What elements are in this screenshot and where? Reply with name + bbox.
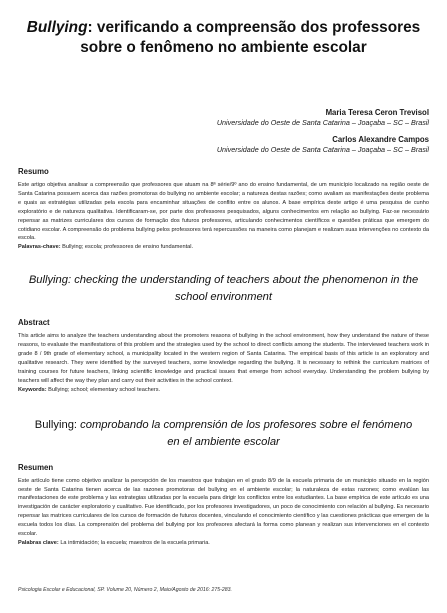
authors-block [18, 108, 429, 155]
author-name: Maria Teresa Ceron Trevisol [325, 108, 429, 117]
resumo-keywords-values: Bullying; escola; professores de ensino fundamental. [62, 244, 194, 251]
resumen-keywords-values: La intimidación; la escuela; maestros de la escuela primaria. [60, 539, 210, 546]
title-english: Bullying: checking the understanding of teachers about the phenomenon in the school environment [28, 274, 419, 304]
title-portuguese [18, 18, 429, 58]
resumo-heading: Resumo [18, 167, 49, 176]
journal-footer: Psicologia Escolar e Educacional, SP. Volume 20, Número 2, Maio/Agosto de 2016: 275-283. [18, 587, 232, 593]
abstract-text: This article aims to analyze the teachers understanding about the promoters reasons of bullying in the school environment, how they understand the nature of these reasons, to evaluate the manifestations of this problem and the strategies used by the school to direct conflicts among the students. The interviewed teachers work in grade 8 / 9th grade of elementary school, a municipality located in the western region of Santa Catarina. The empirical basis of this article is an exploratory and qualitative research. They were identified by the surveyed teachers, some knowledge regarding the bullying. It is necessary to rethink the curriculum matrices of training courses for future teachers, linking scientific knowledge and practical issues that emerge from school everyday. Understanding the problem bullying by teachers will affect the way they plan and carry out their activities in the school context. [18, 333, 429, 384]
abstract-keywords-values: Bullying; school; elementary school teachers. [48, 386, 161, 393]
author-1 [18, 108, 429, 128]
resumo-keywords [18, 243, 429, 252]
author-affiliation: Universidade do Oeste de Santa Catarina – Joaçaba – SC – Brasil [216, 145, 429, 154]
article-first-page [18, 10, 429, 548]
resumen-keywords-label: Palabras clave: [18, 539, 59, 546]
title-es-italic-line2: en el ambiente escolar [167, 435, 280, 448]
title-es-italic-line1: comprobando la comprensión de los profesores sobre el fenómeno [80, 418, 413, 431]
abstract-heading: Abstract [18, 318, 50, 328]
abstract-keywords-label: Keywords: [18, 386, 47, 393]
abstract-keywords [18, 386, 429, 395]
author-2 [18, 135, 429, 155]
title-pt-line1-rest: : verificando a compreensão dos professores [87, 19, 421, 36]
title-es-normal: Bullying: [34, 418, 81, 431]
title-pt-italic-word: Bullying [26, 19, 88, 36]
title-spanish [18, 417, 429, 451]
resumo-keywords-label: Palavras-chave: [18, 244, 61, 251]
author-name: Carlos Alexandre Campos [332, 135, 429, 144]
resumen-keywords [18, 539, 429, 548]
title-pt-line2: sobre o fenômeno no ambiente escolar [80, 39, 367, 56]
author-affiliation: Universidade do Oeste de Santa Catarina – Joaçaba – SC – Brasil [216, 118, 429, 127]
resumen-text: Este artículo tiene como objetivo analizar la percepción de los maestros que trabajan en el grado 8/9 de la escuela primaria de un municipio situado en la región oeste de Santa Catarina tienen acerca de las razones promotoras del bullying en el ambiente escolar; la naturaleza de estas razones; como evalúan las manifestaciones de este problema y las estrategias utilizadas por la escuela para dirigir los conflictos entre los estudiantes. La base empírica de este artículo es una investigación de carácter exploratorio y cualitativo. Fue identificado, por los profesores investigadores, un poco de conocimiento con relación al bullying. Es necesario repensar las matrices curriculares de los cursos de formación de futuros docentes, vinculando el conocimiento científico y las cuestiones prácticas que emergen de la escuela todos los días. La comprensión del problema del bullying por los profesores afectará la forma como planean y realizan sus intervenciones en el contexto escolar. [18, 477, 429, 538]
resumo-text: Este artigo objetiva analisar a compreensão que professores que atuam na 8ª série/9º ano do ensino fundamental, de um município localizado na região oeste de Santa Catarina possuem acerca das razões promotoras do bullying no ambiente escolar; a natureza destas razões; como avaliam as manifestações deste problema e quais as estratégias utilizadas pela escola para encaminhar situações de conflito entre os alunos. A base empírica deste artigo é uma pesquisa de cunho exploratório e de natureza qualitativa. Identificaram-se, por parte dos professores pesquisados, alguns conhecimentos em relação ao bullying. Faz-se necessário repensar as matrizes curriculares dos cursos de formação dos futuros professores, articulando conhecimentos científicos e questões práticas que emergem do cotidiano escolar. A compreensão do problema bullying pelos professores terá repercussões na maneira como planejam e realizam suas intervenções no contexto da escola. [18, 182, 429, 242]
resumen-heading: Resumen [18, 462, 54, 472]
